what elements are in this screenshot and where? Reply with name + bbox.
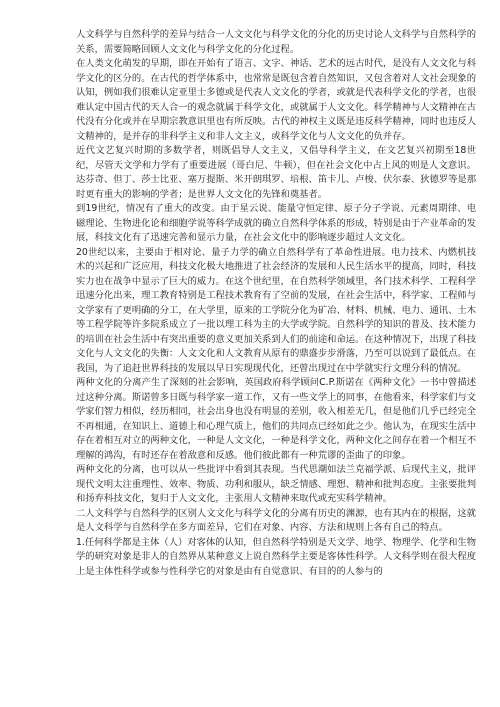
paragraph-criticism: 两种文化的分离，也可以从一些批评中看到其表现。当代思潮如法兰克福学派、后现代主义，批评现代文明太注重理性、效率、物质、功利和服从，缺乏情感、理想、精神和批判态度。主张要批判和扬弃科技文化，复归于人文文化，主张用人文精神来取代或充实科学精神。 <box>76 464 476 504</box>
paragraph-two-cultures: 两种文化的分离产生了深刻的社会影响，英国政府科学顾问C.P.斯诺在《两种文化》一书中曾描述过这种分离。斯诺曾多日既与科学家一道工作，又有一些文学上的同事，在他看来，科学家们与文学家们智力相似，经历相同，社会出身也没有明显的差别，收入相差无几，但是他们几乎已经完全不再相通，在知识上、道德上和心理气质上，他们的共同点已经如此之少。他认为，在现实生活中存在着相互对立的两种文化，一种是人文文化，一种是科学文化，两种文化之间存在着一个相互不理解的鸿沟，有时还存在着敌意和反感。他们彼此都有一种荒谬的歪曲了的印象。 <box>76 377 476 461</box>
paragraph-section-two: 二人文科学与自然科学的区别人文文化与科学文化的分离有历史的渊源，也有其内在的根据，这就是人文科学与自然科学在多方面差异，它们在对象、内容、方法和规则上各有自己的特点。 <box>76 507 476 533</box>
paragraph-point-one: 1.任何科学都是主体（人）对客体的认知，但自然科学特别是天文学、地学、物理学、化学和生物学的研究对象是非人的自然界从某种意义上说自然科学主要是客体性科学。人文科学则在很大程度上是主体性科学或参与性科学它的对象是由有自觉意识、有目的的人参与的 <box>76 536 476 577</box>
paragraph-20th-century: 20世纪以来，主要由于相对论、量子力学的确立自然科学有了革命性进展。电力技术、内燃机技术的兴起和广泛应用，科技文化极大地推进了社会经济的发展和人民生活水平的提高，同时，科技实力也在战争中显示了巨大的威力。在这个世纪里，在自然科学领域里，各门技术科学、工程科学迅速分化出来，理工教育特别是工程技术教育有了空前的发展，在社会生活中，科学家、工程师与文学家有了更明确的分工，在大学里，原来的工学院分化为矿冶、材料、机械、电力、通讯、土木等工程学院等许多院系成立了一批以理工科为主的大学或学院。自然科学的知识的普及、技术能力的培训在社会生活中有突出重要的意义更加关系到人们的前途和命运。在这种情况下，出现了科技文化与人文文化的失衡：人文文化和人文教育从原有的鼎盛步步滑落，乃至可以说到了最低点。在我国，为了追赶世界科技的发展以早日实现现代化，还曾出现过在中学就实行文理分科的情况。 <box>76 246 476 374</box>
paragraph-intro: 人文科学与自然科学的差异与结合一人文文化与科学文化的分化的历史讨论人文科学与自然科学的关系，需要简略回顾人文文化与科学文化的分化过程。 <box>76 29 476 55</box>
paragraph-early-culture: 在人类文化萌发的早期，即在开始有了语言、文字、神话、艺术的远古时代，是没有人文文化与科学文化的区分的。在古代的哲学体系中，也常常是既包含着自然知识，又包含着对人文社会现象的认知，例如我们很难认定亚里士多德或是代表人文文化的学者，或就是代表科学文化的学者，也很难认定中国古代的天人合一的观念就属于科学文化，或就属于人文文化。科学精神与人文精神在古代没有分化或并在早期宗教意识里也有所反映。古代的神权主义既是违反科学精神，同时也违反人文精神的，是并存的非科学主义和非人文主义，或科学文化与人文文化的负并存。 <box>76 58 476 142</box>
paragraph-19th-century: 到19世纪，情况有了重大的改变。由于星云说、能量守恒定律、原子分子学说、元素周期律、电磁理论、生物进化论和细胞学说等科学成就的确立自然科学体系的形成，特别是由于产业革命的发展，科技文化有了迅速完善和显示力量，在社会文化中的影响逐步超过人文文化。 <box>76 203 476 243</box>
paragraph-renaissance: 近代文艺复兴时期的多数学者，则既倡导人文主义，又倡导科学主义，在文艺复兴初期至18世纪，尽管天文学和力学有了重要进展（哥白尼、牛顿），但在社会文化中占上风的则是人文意识。达芬奇、但丁、莎士比亚、塞万提斯、米开朗琪罗、培根、笛卡儿、卢梭、伏尔泰、狄德罗等是那时更有重大的影响的学者；是世界人文文化的先锋和奠基者。 <box>76 145 476 200</box>
document-body <box>76 28 476 579</box>
